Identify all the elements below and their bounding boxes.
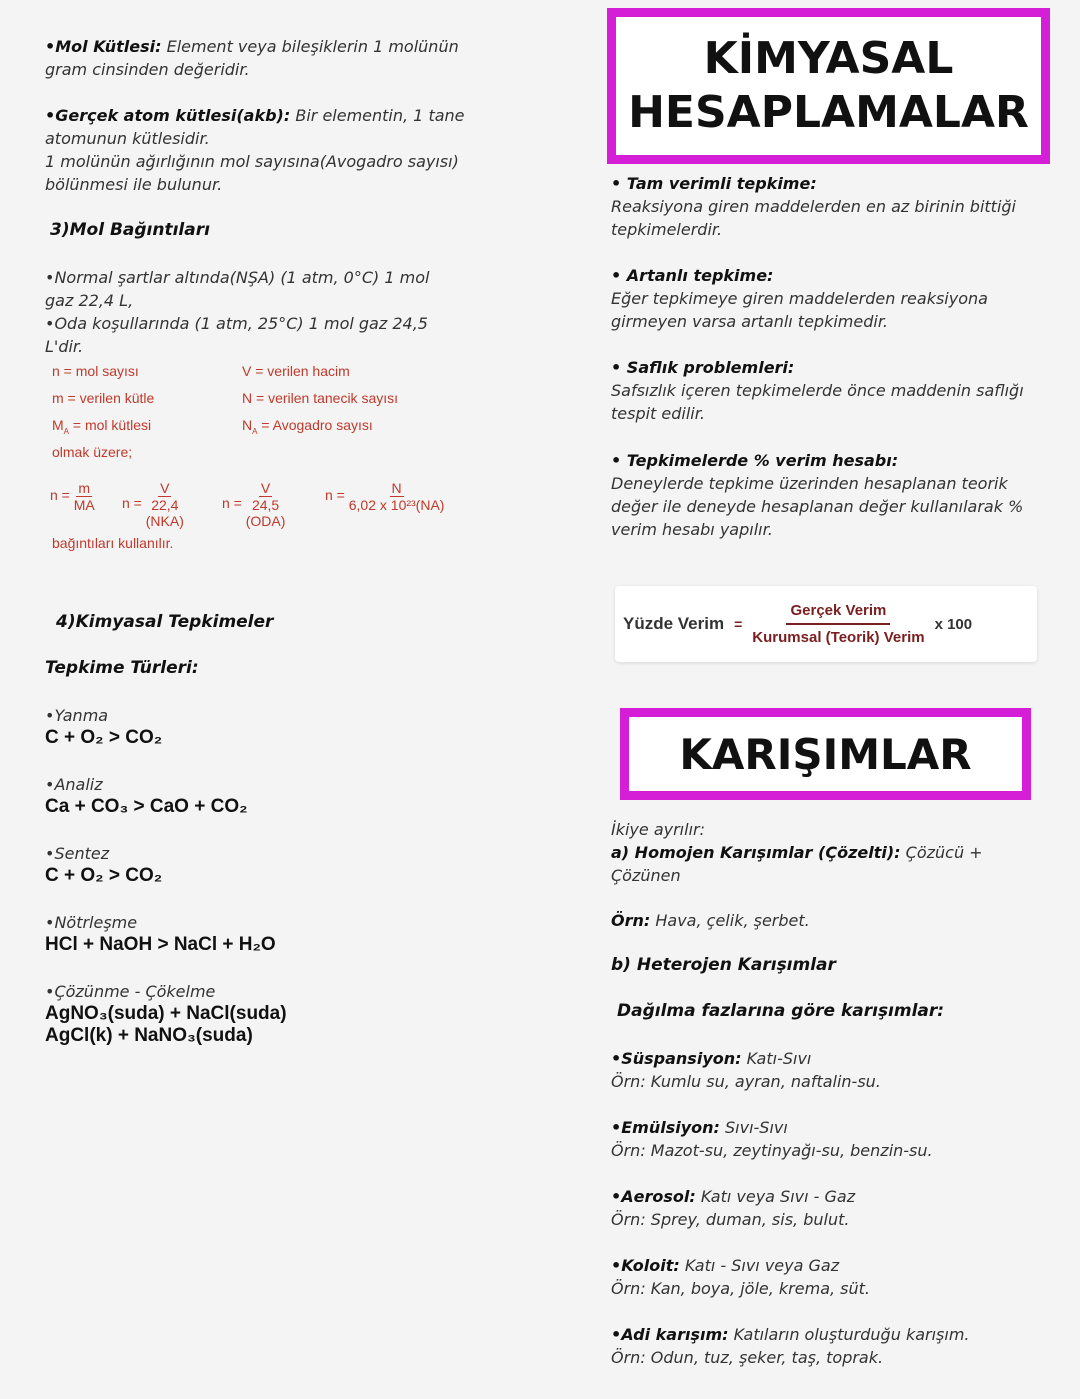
mol-kutlesi-text: Element veya bileşiklerin 1 molünün [166,37,459,56]
def-ma: $M_A$ = mol kütlesi [52,417,152,436]
mol-kutlesi-text2: gram cinsinden değeridir. [45,60,250,79]
formula-mass: n = $\frac{m}{MA}$ [50,480,95,513]
formula-footer: bağıntıları kullanılır. [52,535,174,551]
list-item: •Koloit: Katı - Sıvı veya Gaz Örn: Kan, boya, jöle, krema, süt. [611,1256,870,1298]
karisimlar-intro: İkiye ayrılır: a) Homojen Karışımlar (Çözelti): Çözücü + Çözünen [611,820,983,885]
gercek-atom-line3: 1 molünün ağırlığının mol sayısına(Avogadro sayısı) [45,152,459,171]
tepkime-item: •Yanma C + O₂ > CO₂ [45,706,163,748]
def-v: V = verilen hacim [242,363,350,379]
homojen-ornek: Örn: Hava, çelik, şerbet. [611,911,810,930]
def-m: m = verilen kütle [52,390,155,406]
kosullar-block [45,266,485,358]
oda-line1: •Oda koşullarında (1 atm, 25°C) 1 mol gaz 24,5 [45,314,428,333]
gercek-atom-block [45,104,485,196]
mol-baglantilari-heading: 3)Mol Bağıntıları [50,220,210,240]
oda-line2: L'dir. [45,337,84,356]
gercek-atom-text: Bir elementin, 1 tane [295,106,465,125]
tepkime-item: •Analiz Ca + CO₃ > CaO + CO₂ [45,775,248,817]
tepkime-item: •Sentez C + O₂ > CO₂ [45,844,163,886]
gercek-atom-line4: bölünmesi ile bulunur. [45,175,223,194]
tepkime-turleri-heading: Tepkime Türleri: [45,658,199,678]
list-item: •Aerosol: Katı veya Sıvı - Gaz Örn: Sprey, duman, sis, bulut. [611,1187,856,1229]
def-n: n = mol sayısı [52,363,139,379]
list-item: •Adi karışım: Katıların oluşturduğu karışım. Örn: Odun, tuz, şeker, taş, toprak. [611,1325,970,1367]
def-na: $N_A$ = Avogadro sayısı [242,417,373,436]
formula-oda: n = V 24,5 (ODA) [222,480,286,529]
title-karisimlar: KARIŞIMLAR [620,708,1031,800]
nsa-line1: •Normal şartlar altında(NŞA) (1 atm, 0°C) 1 mol [45,268,430,287]
karisim-types [611,1047,1051,1369]
gercek-atom-term: •Gerçek atom kütlesi(akb): [45,106,291,125]
formula-avogadro: n = $\frac{N}{\text{6,02 x 10²³(NA)}}$ [325,480,445,513]
title-kimyasal-hesaplamalar: KİMYASAL HESAPLAMALAR [607,8,1050,164]
def-N: N = verilen tanecik sayısı [242,390,399,406]
tam-verimli-block: • Tam verimli tepkime: Reaksiyona giren maddelerden en az birinin bittiği tepkimelerdir. [611,174,1016,239]
dagilma-heading: Dağılma fazlarına göre karışımlar: [617,1001,945,1021]
verim-block: • Tepkimelerde % verim hesabı: Deneylerde tepkime üzerinden hesaplanan teorik değer ile deneyde hesaplanan değer kullanılarak % verim hesabı yapılır. [611,451,1024,539]
tepkimeler-heading: 4)Kimyasal Tepkimeler [56,612,274,632]
tepkime-list [45,704,485,1047]
formula-nka: n = V 22,4 (NKA) [122,480,184,529]
tepkime-item: •Nötrleşme HCl + NaOH > NaCl + H₂O [45,913,276,955]
list-item: •Süspansiyon: Katı-Sıvı Örn: Kumlu su, ayran, naftalin-su. [611,1049,881,1091]
nsa-line2: gaz 22,4 L, [45,291,134,310]
gercek-atom-line2: atomunun kütlesidir. [45,129,210,148]
heterojen-heading: b) Heterojen Karışımlar [611,955,836,975]
list-item: •Emülsiyon: Sıvı-Sıvı Örn: Mazot-su, zeytinyağı-su, benzin-su. [611,1118,933,1160]
mol-kutlesi-term: •Mol Kütlesi: [45,37,162,56]
yuzde-verim-formula: Yüzde Verim = Gerçek Verim Kurumsal (Teorik) Verim x 100 [615,586,1037,662]
mol-kutlesi-block [45,35,485,81]
artanli-block: • Artanlı tepkime: Eğer tepkimeye giren maddelerden reaksiyona girmeyen varsa artanlı tepkimedir. [611,266,988,331]
saflik-block: • Saflık problemleri: Safsızlık içeren tepkimelerde önce maddenin saflığı tespit edilir. [611,358,1024,423]
tepkime-item: •Çözünme - Çökelme AgNO₃(suda) + NaCl(suda) AgCl(k) + NaNO₃(suda) [45,982,287,1046]
def-olmak: olmak üzere; [52,444,133,460]
